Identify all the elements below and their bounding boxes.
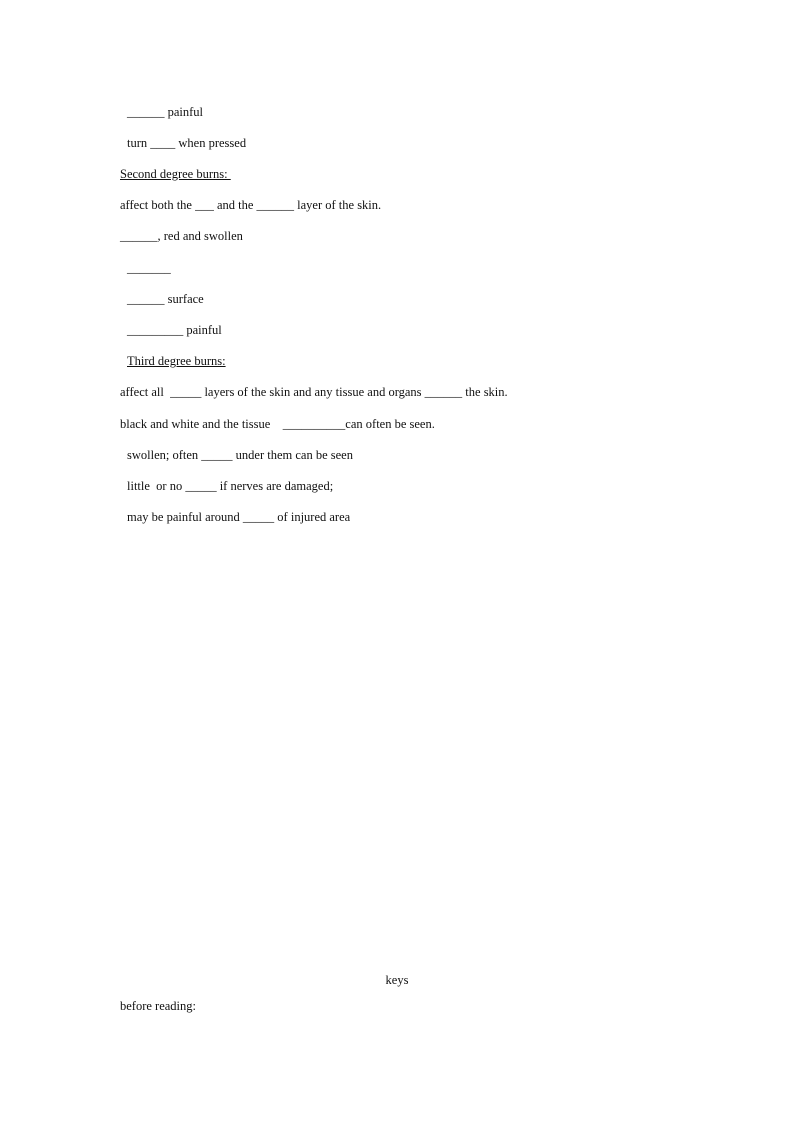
line-affect-both: affect both the ___ and the ______ layer of the skin. bbox=[120, 198, 382, 212]
heading-third-degree-burns: Third degree burns: bbox=[127, 354, 226, 368]
line-before-reading: before reading: bbox=[120, 999, 197, 1013]
line-blank: _______ bbox=[127, 261, 171, 275]
line-turn-when-pressed: turn ____ when pressed bbox=[127, 136, 247, 150]
line-little-or-no: little or no _____ if nerves are damaged; bbox=[127, 479, 334, 493]
line-painful: ______ painful bbox=[127, 105, 204, 119]
heading-second-degree-burns: Second degree burns: bbox=[120, 167, 231, 181]
line-red-and-swollen: ______, red and swollen bbox=[120, 229, 243, 243]
line-black-and-white: black and white and the tissue __________can often be seen. bbox=[120, 417, 435, 431]
line-surface: ______ surface bbox=[127, 292, 204, 306]
line-may-be-painful: may be painful around _____ of injured area bbox=[127, 510, 351, 524]
keys-heading: keys bbox=[385, 973, 409, 987]
line-swollen: swollen; often _____ under them can be seen bbox=[127, 448, 353, 462]
line-painful-2: _________ painful bbox=[127, 323, 222, 337]
line-affect-all: affect all _____ layers of the skin and any tissue and organs ______ the skin. bbox=[120, 385, 508, 399]
